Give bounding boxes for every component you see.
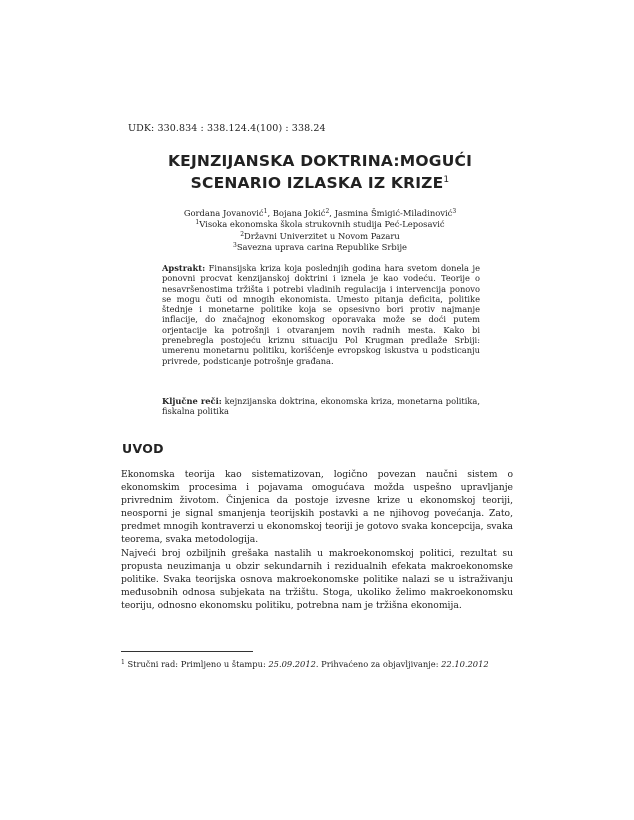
footnote-divider [121, 651, 253, 652]
keywords-text: kejnzijanska doktrina, ekonomska kriza, monetarna politika, fiskalna politika [162, 396, 480, 417]
abstract-text: Finansijska kriza koja poslednjih godina hara svetom donela je ponovni procvat kenzijanskoj doktrini i iznela je kao vodeću. Teorije o nesavršenostima tržišta i potrebi vladinih regulacija i intervencija ponovo se mogu čuti od mnogih ekonomista. Umesto pitanja deficita, politike štednje i monetarne politike koja se opsesivno bori protiv najmanje inflacije, do značajnog ekonomskog oporavaka može se doći putem orjentacije ka potrošnji i otvaranjem novih radnih mesta. Kako bi prenebregla postojeću kriznu situaciju Pol Krugman predlaže Srbiji: umerenu monetarnu politiku, korišćenje evropskog iskustva u podsticanju privrede, podsticanje potrošnje građana. [162, 263, 480, 366]
affiliation-1: $^1$Visoka ekonomska škola strukovnih studija Peć-Leposavić [195, 219, 445, 230]
paragraph: Najveći broj ozbiljnih grešaka nastalih u makroekonomskoj politici, rezultat su propusta neuzimanja u obzir sekundarnih i rezidualnih efekata makroekonomske politike. Svaka teorijska osnova makroekonomske politike nalazi se u istraživanju međusobnih odnosa subjekata na tržištu. Stoga, ukoliko želimo makroekonomsku teoriju, odnosno ekonomsku politiku, potrebna nam je tržišna ekonomija. [121, 548, 513, 611]
keywords [162, 396, 480, 417]
footnote: $^1$ Stručni rad: Primljeno u štampu: 25.09.2012. Prihvaćeno za objavljivanje: 22.10.2012 [121, 659, 489, 669]
paper-title [120, 152, 520, 193]
received-date: 25.09.2012. [268, 659, 319, 669]
author-names: Gordana Jovanović$^1$, Bojana Jokić$^2$, Jasmina Šmigić-Miladinović$^3$ [183, 208, 457, 218]
section-heading: UVOD [122, 441, 164, 456]
abstract [162, 263, 480, 366]
affiliation-2: $^2$Državni Univerzitet u Novom Pazaru [240, 230, 400, 241]
author-block [120, 207, 520, 253]
udk-classification: UDK: 330.834 : 338.124.4(100) : 338.24 [128, 123, 326, 134]
keywords-label: Ključne reči: [162, 396, 222, 406]
paragraph: Ekonomska teorija kao sistematizovan, logično povezan naučni sistem o ekonomskim procesima i pojavama omogućava možda uspešno upravljanje privrednim životom. Činjenica da postoje izvesne krize u ekonomskoj teoriji, neosporni je signal smanjenja teorijskih postavki a ne njihovog povećanja. Zato, predmet mnogih kontraverzi u ekonomskoj teoriji je gotovo svaka koncepcija, svaka teorema, svaka metodologija. [121, 469, 513, 545]
affiliation-3: $^3$Savezna uprava carina Republike Srbije [232, 242, 408, 253]
footnote-mark: 1 [121, 659, 125, 666]
title-line-1: KEJNZIJANSKA DOKTRINA:MOGUĆI [167, 152, 473, 170]
title-line-2: SCENARIO IZLASKA IZ KRIZE [190, 174, 444, 192]
accepted-date: 22.10.2012 [441, 659, 489, 669]
abstract-label: Apstrakt: [162, 263, 206, 273]
title-footnote-mark[interactable]: 1 [443, 175, 450, 185]
